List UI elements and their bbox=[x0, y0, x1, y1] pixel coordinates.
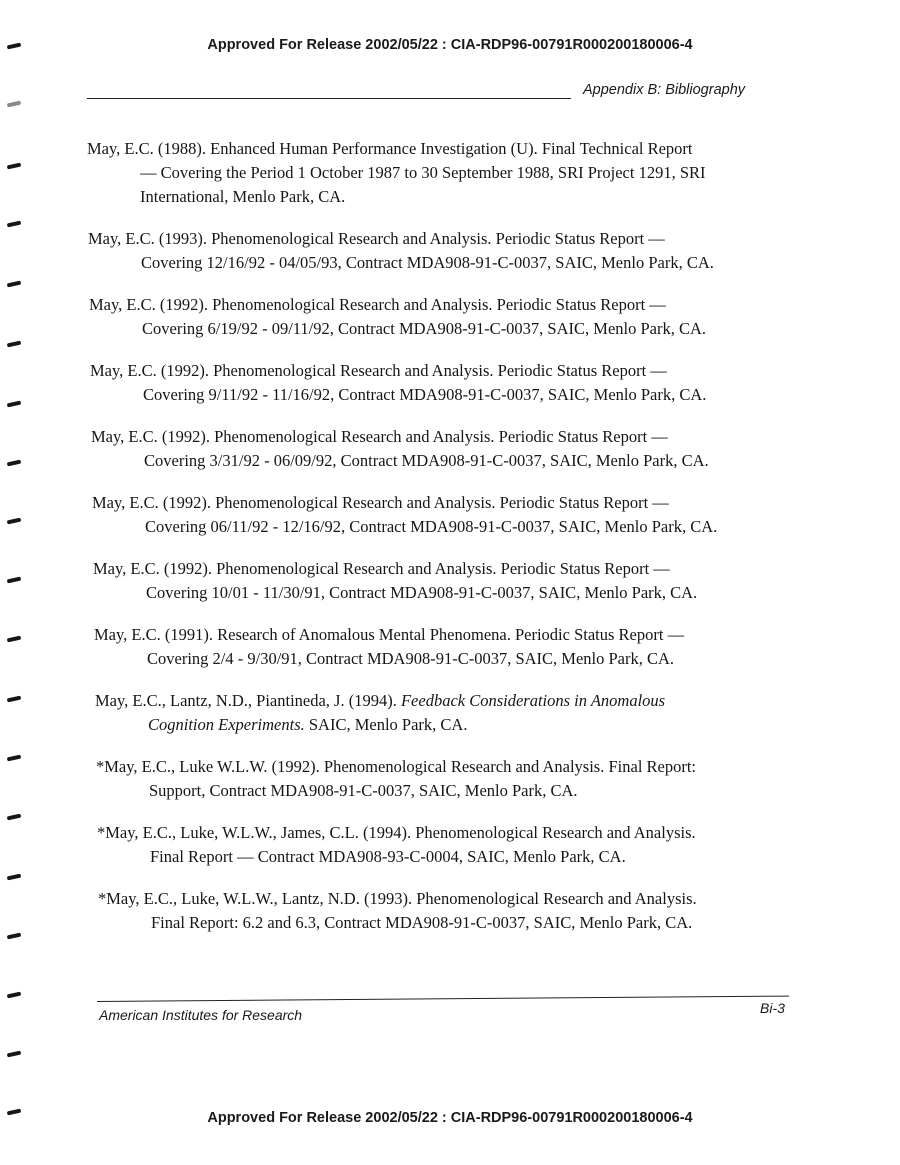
entry-line: May, E.C. (1991). Research of Anomalous Mental Phenomena. Periodic Status Report — bbox=[94, 625, 685, 644]
entry-line: Covering 10/01 - 11/30/91, Contract MDA908-91-C-0037, SAIC, Menlo Park, CA. bbox=[146, 583, 698, 602]
entry-line: May, E.C. (1992). Phenomenological Research and Analysis. Periodic Status Report — bbox=[93, 559, 670, 578]
bib-entry bbox=[92, 491, 717, 539]
bib-entry bbox=[87, 137, 706, 209]
entry-line: Covering 6/19/92 - 09/11/92, Contract MDA908-91-C-0037, SAIC, Menlo Park, CA. bbox=[142, 319, 707, 338]
entry-line bbox=[95, 713, 665, 737]
bib-entry bbox=[89, 293, 706, 341]
punch-mark bbox=[7, 1051, 22, 1058]
entry-line: *May, E.C., Luke W.L.W. (1992). Phenomenological Research and Analysis. Final Report: bbox=[96, 757, 697, 776]
bib-entry bbox=[96, 755, 696, 803]
bib-entry bbox=[98, 887, 697, 935]
entry-line: Covering 9/11/92 - 11/16/92, Contract MDA908-91-C-0037, SAIC, Menlo Park, CA. bbox=[143, 385, 707, 404]
entry-line: May, E.C. (1992). Phenomenological Research and Analysis. Periodic Status Report — bbox=[91, 427, 668, 446]
entry-publisher: SAIC, Menlo Park, CA. bbox=[304, 715, 468, 734]
entry-title-italic: Feedback Considerations in Anomalous bbox=[400, 691, 666, 710]
entry-title-italic: Cognition Experiments. bbox=[148, 715, 305, 734]
release-stamp-top: Approved For Release 2002/05/22 : CIA-RDP96-00791R000200180006-4 bbox=[207, 37, 693, 53]
entry-line: May, E.C. (1993). Phenomenological Research and Analysis. Periodic Status Report — bbox=[88, 229, 665, 248]
entry-line: *May, E.C., Luke, W.L.W., Lantz, N.D. (1993). Phenomenological Research and Analysis. bbox=[98, 889, 697, 908]
bib-entry bbox=[95, 689, 665, 737]
bib-entry bbox=[90, 359, 706, 407]
page-number: Bi-3 bbox=[760, 1000, 785, 1016]
entry-line: Final Report: 6.2 and 6.3, Contract MDA908-91-C-0037, SAIC, Menlo Park, CA. bbox=[151, 913, 693, 932]
entry-line: International, Menlo Park, CA. bbox=[140, 187, 346, 206]
entry-line: May, E.C. (1988). Enhanced Human Performance Investigation (U). Final Technical Report bbox=[87, 139, 693, 158]
entry-line bbox=[95, 689, 665, 713]
section-header: Appendix B: Bibliography bbox=[583, 82, 746, 98]
entry-line: Final Report — Contract MDA908-93-C-0004, SAIC, Menlo Park, CA. bbox=[150, 847, 626, 866]
entry-line: May, E.C. (1992). Phenomenological Research and Analysis. Periodic Status Report — bbox=[92, 493, 669, 512]
entry-line: May, E.C. (1992). Phenomenological Research and Analysis. Periodic Status Report — bbox=[90, 361, 667, 380]
bib-entry bbox=[91, 425, 709, 473]
entry-line: Covering 06/11/92 - 12/16/92, Contract MDA908-91-C-0037, SAIC, Menlo Park, CA. bbox=[145, 517, 718, 536]
entry-authors: May, E.C., Lantz, N.D., Piantineda, J. (1994). bbox=[95, 691, 401, 710]
entry-line: *May, E.C., Luke, W.L.W., James, C.L. (1994). Phenomenological Research and Analysis. bbox=[97, 823, 696, 842]
entry-line: May, E.C. (1992). Phenomenological Research and Analysis. Periodic Status Report — bbox=[89, 295, 666, 314]
bib-entry bbox=[97, 821, 696, 869]
entry-line: Covering 2/4 - 9/30/91, Contract MDA908-91-C-0037, SAIC, Menlo Park, CA. bbox=[147, 649, 675, 668]
release-stamp-bottom: Approved For Release 2002/05/22 : CIA-RDP96-00791R000200180006-4 bbox=[207, 1110, 693, 1126]
entry-line: Covering 12/16/92 - 04/05/93, Contract MDA908-91-C-0037, SAIC, Menlo Park, CA. bbox=[141, 253, 714, 272]
entry-line: — Covering the Period 1 October 1987 to 30 September 1988, SRI Project 1291, SRI bbox=[140, 163, 706, 182]
bib-entry bbox=[88, 227, 714, 275]
bib-entry bbox=[94, 623, 684, 671]
footer-organization: American Institutes for Research bbox=[99, 1007, 303, 1023]
entry-line: Support, Contract MDA908-91-C-0037, SAIC, Menlo Park, CA. bbox=[149, 781, 578, 800]
bib-entry bbox=[93, 557, 697, 605]
entry-line: Covering 3/31/92 - 06/09/92, Contract MDA908-91-C-0037, SAIC, Menlo Park, CA. bbox=[144, 451, 709, 470]
